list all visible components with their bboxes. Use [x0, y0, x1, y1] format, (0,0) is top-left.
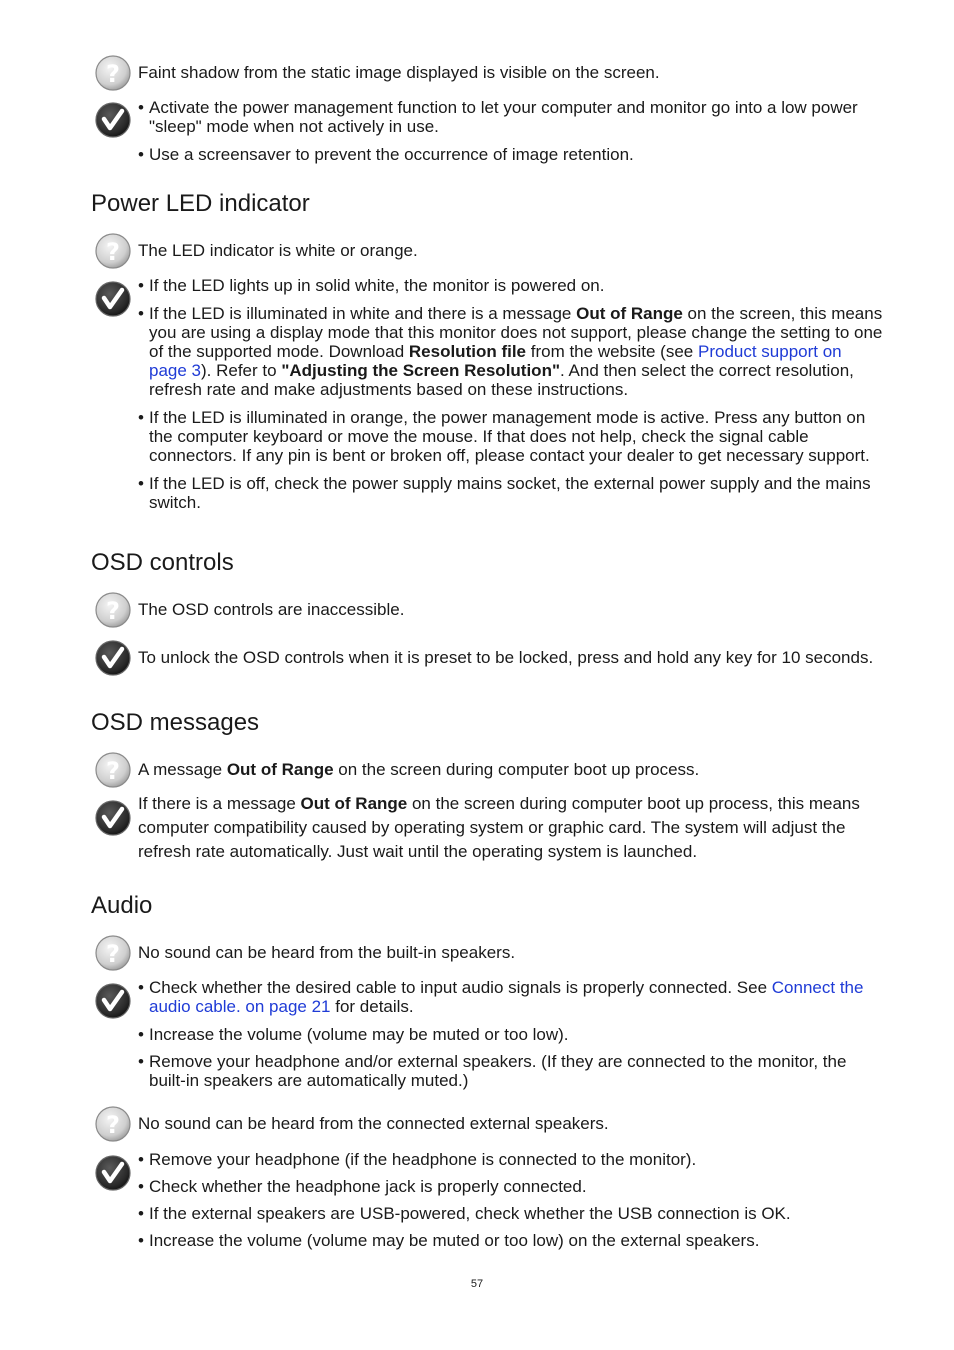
- checkmark-icon: [95, 800, 131, 836]
- bullet: •: [138, 145, 144, 164]
- list-item: • Increase the volume (volume may be muted or too low).: [138, 1025, 569, 1044]
- problem-text: The LED indicator is white or orange.: [138, 241, 418, 260]
- problem-text: The OSD controls are inaccessible.: [138, 600, 405, 619]
- bullet: •: [138, 978, 144, 997]
- bullet: •: [138, 1025, 144, 1044]
- solution-text: If there is a message Out of Range on the screen during computer boot up process, this means computer compatibility caused by operating system or graphic card. The system will adjust the refresh rate automatically. Just wait until the operating system is launched.: [138, 794, 860, 861]
- product-support-link[interactable]: Product support on: [697, 342, 842, 361]
- section-heading: Audio: [91, 892, 153, 919]
- problem-text: No sound can be heard from the built-in speakers.: [138, 943, 516, 962]
- list-item: • Activate the power management function to let your computer and monitor go into a low power "sleep" mode when not actively in use.: [138, 98, 858, 136]
- solution-text: To unlock the OSD controls when it is preset to be locked, press and hold any key for 10 seconds.: [138, 648, 874, 667]
- section-heading: Power LED indicator: [91, 190, 310, 217]
- question-mark-icon: [95, 592, 131, 628]
- list-item: • If the LED is illuminated in white and there is a message Out of Range on the screen, this means you are using a display mode that this monitor does not support, please change the setting to one of the supported mode. Download Resolution file from the website (see Product support on page 3). Refer to "Adjusting the Screen Resolution". And then select the correct resolution, refresh rate and make adjustments based on these instructions.: [138, 304, 883, 399]
- checkmark-icon: [95, 281, 131, 317]
- bullet: •: [138, 1150, 144, 1169]
- bullet: •: [138, 474, 144, 493]
- bullet: •: [138, 276, 144, 295]
- question-mark-icon: [95, 55, 131, 91]
- section-heading: OSD controls: [91, 549, 234, 576]
- list-item: • Remove your headphone (if the headphone is connected to the monitor).: [138, 1150, 697, 1169]
- question-mark-icon: [95, 1106, 131, 1142]
- list-item: • Remove your headphone and/or external speakers. (If they are connected to the monitor, the built-in speakers are automatically muted.): [138, 1052, 847, 1090]
- problem-text: Faint shadow from the static image displayed is visible on the screen.: [138, 63, 660, 82]
- list-item: • Check whether the desired cable to input audio signals is properly connected. See Connect the audio cable. on page 21 for details.: [138, 978, 864, 1016]
- list-item: • If the LED lights up in solid white, the monitor is powered on.: [138, 276, 605, 295]
- problem-text: No sound can be heard from the connected external speakers.: [138, 1114, 609, 1133]
- bullet: •: [138, 1231, 144, 1250]
- question-mark-icon: [95, 935, 131, 971]
- list-item: • If the external speakers are USB-powered, check whether the USB connection is OK.: [138, 1204, 791, 1223]
- question-mark-icon: [95, 752, 131, 788]
- connect-audio-cable-link[interactable]: Connect the: [771, 978, 864, 997]
- page-21-link[interactable]: audio cable. on page 21: [149, 997, 331, 1016]
- bullet: •: [138, 1052, 144, 1071]
- section-heading: OSD messages: [91, 709, 260, 736]
- bullet: •: [138, 1204, 144, 1223]
- checkmark-icon: [95, 983, 131, 1019]
- list-item: • Check whether the headphone jack is properly connected.: [138, 1177, 587, 1196]
- checkmark-icon: [95, 102, 131, 138]
- bullet: •: [138, 1177, 144, 1196]
- list-item: • Increase the volume (volume may be muted or too low) on the external speakers.: [138, 1231, 760, 1250]
- list-item: • Use a screensaver to prevent the occurrence of image retention.: [138, 145, 634, 164]
- bullet: •: [138, 98, 144, 117]
- list-item: • If the LED is off, check the power supply mains socket, the external power supply and the mains switch.: [138, 474, 871, 512]
- list-item: • If the LED is illuminated in orange, the power management mode is active. Press any button on the computer keyboard or move the mouse. If that does not help, check the signal cable connectors. If any pin is bent or broken off, please contact your dealer to get necessary support.: [138, 408, 870, 465]
- page-number: 57: [470, 1278, 484, 1290]
- question-mark-icon: [95, 233, 131, 269]
- checkmark-icon: [95, 640, 131, 676]
- checkmark-icon: [95, 1155, 131, 1191]
- bullet: •: [138, 408, 144, 427]
- page-3-link[interactable]: page 3: [149, 361, 201, 380]
- problem-text: A message Out of Range on the screen during computer boot up process.: [138, 760, 700, 779]
- bullet: •: [138, 304, 144, 323]
